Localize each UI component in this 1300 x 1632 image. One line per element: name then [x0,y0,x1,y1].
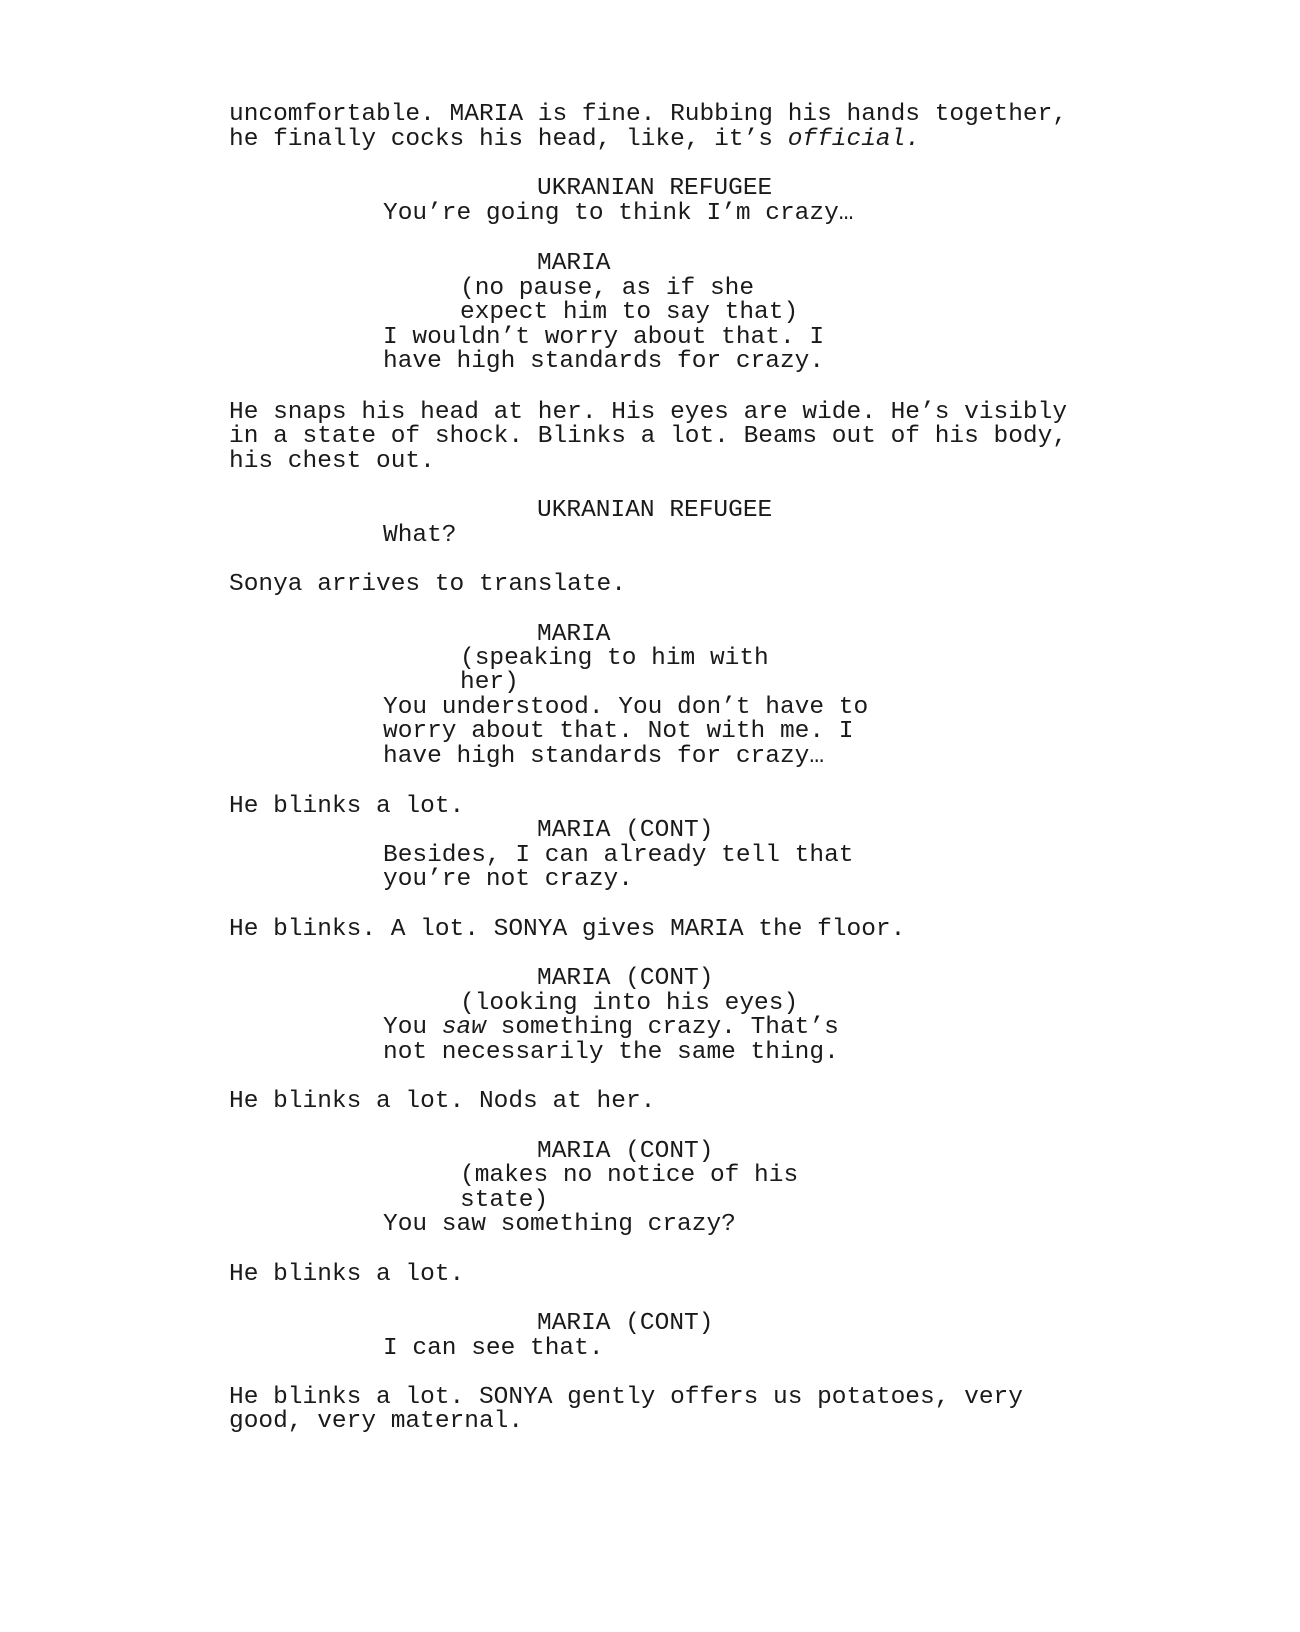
dialogue-line [383,1015,839,1040]
parenthetical-line: state) [460,1187,549,1214]
action-line: good, very maternal. [229,1408,524,1435]
dialogue-line: have high standards for crazy. [383,348,825,375]
dialogue-line: worry about that. Not with me. I [383,718,854,745]
action-line: He snaps his head at her. His eyes are wide. He’s visibly [229,399,1068,426]
dialogue-line: Besides, I can already tell that [383,842,854,869]
parenthetical-line: (speaking to him with [460,645,769,672]
character-name: MARIA (CONT) [537,1138,714,1165]
action-line: He blinks. A lot. SONYA gives MARIA the floor. [229,916,906,943]
character-name: UKRANIAN REFUGEE [537,497,773,524]
action-line: He blinks a lot. SONYA gently offers us potatoes, very [229,1384,1023,1411]
parenthetical-line: (makes no notice of his [460,1162,799,1189]
action-line: in a state of shock. Blinks a lot. Beams out of his body, [229,423,1068,450]
action-text: he finally cocks his head, like, it’s [229,126,788,153]
action-line: uncomfortable. MARIA is fine. Rubbing his hands together, [229,101,1068,128]
action-line [229,127,920,152]
parenthetical-line: (looking into his eyes) [460,990,799,1017]
character-name: MARIA (CONT) [537,965,714,992]
dialogue-text: something crazy. That’s [485,1014,839,1041]
dialogue-line: You saw something crazy? [383,1211,736,1238]
parenthetical-line: (no pause, as if she [460,275,755,302]
action-line: his chest out. [229,448,435,475]
character-name: MARIA [537,621,611,648]
dialogue-line: You understood. You don’t have to [383,694,869,721]
action-line: He blinks a lot. [229,1261,465,1288]
italic-emphasis: saw [441,1014,486,1041]
dialogue-line: not necessarily the same thing. [383,1039,839,1066]
character-name: MARIA (CONT) [537,1310,714,1337]
dialogue-line: I can see that. [383,1335,604,1362]
dialogue-line: I wouldn’t worry about that. I [383,324,825,351]
parenthetical-line: her) [460,669,519,696]
italic-emphasis: official. [787,126,921,153]
parenthetical-line: expect him to say that) [460,299,799,326]
dialogue-line: have high standards for crazy… [383,743,825,770]
dialogue-line: You’re going to think I’m crazy… [383,200,854,227]
action-line: He blinks a lot. [229,793,465,820]
dialogue-text: You [383,1014,442,1041]
character-name: UKRANIAN REFUGEE [537,175,773,202]
dialogue-line: you’re not crazy. [383,866,633,893]
character-name: MARIA (CONT) [537,817,714,844]
dialogue-line: What? [383,522,457,549]
character-name: MARIA [537,250,611,277]
action-line: Sonya arrives to translate. [229,571,626,598]
action-line: He blinks a lot. Nods at her. [229,1088,656,1115]
